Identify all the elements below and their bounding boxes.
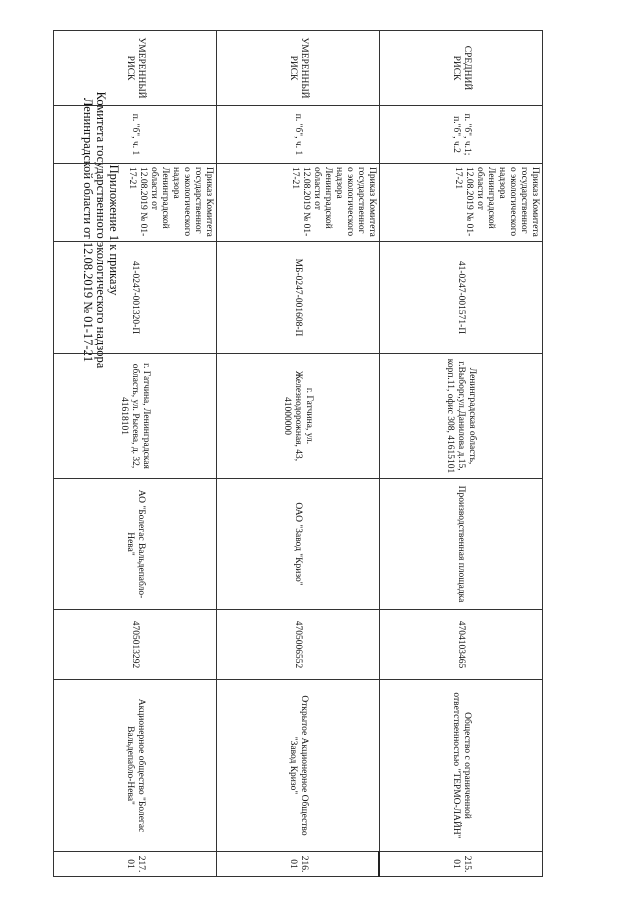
- order-cell: Приказ Комитета государственного экологического надзора Ленинградской области от 12.08.2019 № 01-17-21: [54, 164, 217, 242]
- object-code-cell: 41-0247-001571-П: [380, 242, 543, 354]
- inn-cell: 4705006552: [217, 610, 380, 680]
- table-row: [380, 31, 543, 877]
- address-cell: Ленинградская область, г.Выборг,ул.Данилова д.15, корп.11, офис 308, 41615101: [380, 354, 543, 479]
- inn-cell: 4704103465: [380, 610, 543, 680]
- organization-cell: Общество с ограниченной ответственностью "ТЕРМО-ЛАЙН": [380, 680, 543, 852]
- registry-table: [53, 30, 543, 877]
- criteria-cell: п. "б", ч.1; п."б", ч.2: [380, 106, 543, 164]
- order-cell: Приказ Комитета государственного экологического надзора Ленинградской области от 12.08.2019 № 01-17-21: [217, 164, 380, 242]
- table-row: [217, 31, 380, 877]
- object-name-cell: АО "Болегас Вальдепабло-Нева": [54, 479, 217, 610]
- header-line-1: Приложение 1 к приказу: [107, 164, 121, 296]
- object-code-cell: 41-0247-001320-П: [54, 242, 217, 354]
- row-number-cell: 215.01: [380, 852, 543, 877]
- order-cell: Приказ Комитета государственного экологического надзора Ленинградской области от 12.08.2019 № 01-17-21: [380, 164, 543, 242]
- organization-cell: Открытое Акционерное Общество "Завод Кризо": [217, 680, 380, 852]
- table-row: [54, 31, 217, 877]
- organization-cell: Акционерное общество "Болегас Вальдепабло-Нева": [54, 680, 217, 852]
- risk-cell: УМЕРЕННЫЙ РИСК: [54, 31, 217, 106]
- object-name-cell: ОАО "Завод "Кризо": [217, 479, 380, 610]
- object-code-cell: МБ-0247-001608-П: [217, 242, 380, 354]
- risk-cell: СРЕДНИЙ РИСК: [380, 31, 543, 106]
- criteria-cell: п. "б", ч. 1: [217, 106, 380, 164]
- address-cell: г. Гатчина, Ленинградская область, ул. Рысева, д. 32, 41618101: [54, 354, 217, 479]
- header-line-3: Ленинградской области от 12.08.2019 № 01-17-21: [81, 97, 95, 363]
- risk-cell: УМЕРЕННЫЙ РИСК: [217, 31, 380, 106]
- row-number-cell: 217.01: [54, 852, 217, 877]
- criteria-cell: п. "б", ч. 1: [54, 106, 217, 164]
- row-number-cell: 216.01: [217, 852, 380, 877]
- address-cell: г. Гатчина, ул. Железнодорожная, 43, 41000000: [217, 354, 380, 479]
- object-name-cell: Производственная площадка: [380, 479, 543, 610]
- inn-cell: 4705013292: [54, 610, 217, 680]
- header-line-2: Комитета государственного экологического надзора: [94, 91, 108, 369]
